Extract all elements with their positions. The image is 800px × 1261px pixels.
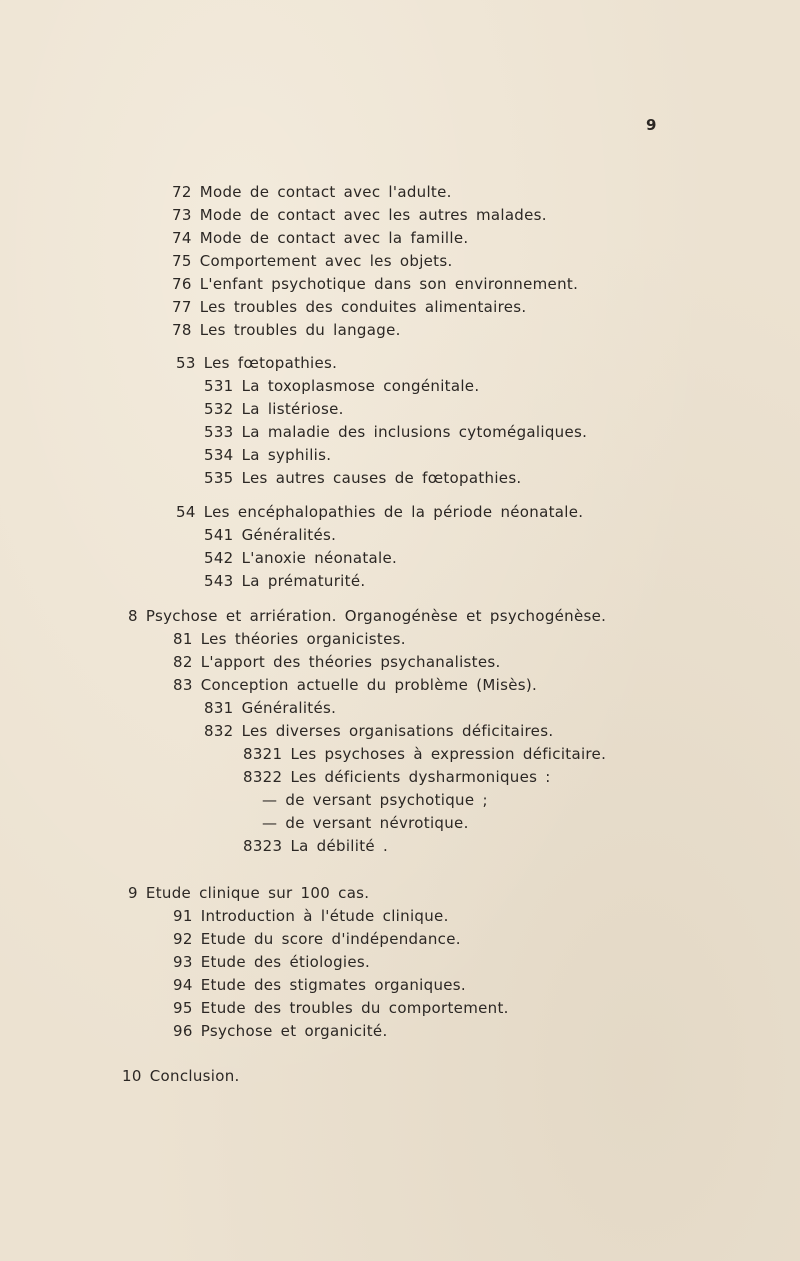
toc-dash: — [262,814,278,832]
toc-entry-542 [204,548,397,568]
toc-entry-8322 [243,767,551,787]
toc-number: 8323 [243,837,283,855]
toc-number: 92 [173,930,193,948]
toc-entry-532 [204,399,344,419]
toc-title: Les théories organicistes. [200,630,406,648]
toc-entry-8321 [243,744,606,764]
toc-number: 541 [204,526,234,544]
toc-entry-93 [173,952,370,972]
toc-entry-533 [204,422,587,442]
toc-dash: — [262,791,278,809]
toc-number: 74 [172,229,192,247]
toc-entry-541 [204,525,336,545]
toc-entry-78 [172,320,401,340]
toc-number: 8 [128,607,138,625]
toc-title: Les troubles du langage. [199,321,401,339]
toc-title: Etude clinique sur 100 cas. [145,884,370,902]
toc-entry-53 [176,353,337,373]
toc-number: 533 [204,423,234,441]
toc-number: 81 [173,630,193,648]
toc-title: Etude des stigmates organiques. [200,976,466,994]
toc-number: 534 [204,446,234,464]
toc-title: Généralités. [241,526,337,544]
toc-entry-73 [172,205,547,225]
toc-entry-96 [173,1021,388,1041]
toc-entry-72 [172,182,452,202]
toc-entry-95 [173,998,509,1018]
toc-number: 53 [176,354,196,372]
toc-number: 93 [173,953,193,971]
toc-entry-543 [204,571,365,591]
toc-title: Psychose et organicité. [200,1022,388,1040]
toc-title: Les psychoses à expression déficitaire. [290,745,607,763]
toc-number: 8322 [243,768,283,786]
toc-number: 96 [173,1022,193,1040]
toc-title: Mode de contact avec les autres malades. [199,206,547,224]
toc-entry-83 [173,675,537,695]
page-number: 9 [646,116,657,134]
toc-entry-534 [204,445,331,465]
toc-title: Les fœtopathies. [203,354,338,372]
toc-entry-10 [122,1066,240,1086]
toc-title: La prématurité. [241,572,366,590]
toc-title: Mode de contact avec la famille. [199,229,469,247]
toc-number: 91 [173,907,193,925]
toc-title: Etude du score d'indépendance. [200,930,461,948]
toc-number: 78 [172,321,192,339]
toc-entry-9 [128,883,369,903]
toc-title: L'enfant psychotique dans son environnement. [199,275,579,293]
toc-title: Les déficients dysharmoniques : [290,768,551,786]
toc-title: de versant névrotique. [285,814,469,832]
toc-number: 10 [122,1067,142,1085]
toc-entry-77 [172,297,527,317]
toc-entry-8 [128,606,606,626]
toc-title: Conclusion. [149,1067,240,1085]
toc-title: La débilité . [290,837,389,855]
toc-number: 72 [172,183,192,201]
toc-title: Etude des étiologies. [200,953,371,971]
toc-title: Psychose et arriération. Organogénèse et psychogénèse. [145,607,607,625]
toc-title: Généralités. [241,699,337,717]
toc-entry-82 [173,652,501,672]
toc-entry-91 [173,906,449,926]
toc-entry-76 [172,274,578,294]
toc-entry-74 [172,228,468,248]
toc-entry-75 [172,251,453,271]
toc-title: La listériose. [241,400,344,418]
toc-number: 531 [204,377,234,395]
toc-entry-535 [204,468,522,488]
toc-number: 8321 [243,745,283,763]
toc-title: La maladie des inclusions cytomégaliques. [241,423,588,441]
toc-entry-8323 [243,836,388,856]
toc-title: Les encéphalopathies de la période néonatale. [203,503,584,521]
toc-title: Mode de contact avec l'adulte. [199,183,452,201]
toc-title: Introduction à l'étude clinique. [200,907,449,925]
toc-title: La toxoplasmose congénitale. [241,377,480,395]
toc-title: Comportement avec les objets. [199,252,453,270]
toc-number: 9 [128,884,138,902]
toc-number: 94 [173,976,193,994]
toc-number: 83 [173,676,193,694]
toc-title: L'anoxie néonatale. [241,549,398,567]
toc-title: L'apport des théories psychanalistes. [200,653,501,671]
toc-title: Conception actuelle du problème (Misès). [200,676,538,694]
toc-entry-92 [173,929,461,949]
toc-number: 535 [204,469,234,487]
toc-entry-531 [204,376,479,396]
toc-number: 54 [176,503,196,521]
toc-number: 77 [172,298,192,316]
toc-number: 543 [204,572,234,590]
toc-title: de versant psychotique ; [285,791,488,809]
toc-title: Les diverses organisations déficitaires. [241,722,554,740]
toc-number: 532 [204,400,234,418]
toc-number: 76 [172,275,192,293]
toc-entry-94 [173,975,466,995]
toc-number: 73 [172,206,192,224]
toc-title: Etude des troubles du comportement. [200,999,509,1017]
toc-entry-54 [176,502,583,522]
toc-title: Les autres causes de fœtopathies. [241,469,522,487]
toc-title: La syphilis. [241,446,332,464]
toc-number: 831 [204,699,234,717]
toc-title: Les troubles des conduites alimentaires. [199,298,527,316]
toc-entry-832 [204,721,553,741]
toc-entry-dash-nevrotique [262,813,469,833]
toc-entry-831 [204,698,336,718]
toc-entry-dash-psychotique [262,790,488,810]
toc-number: 832 [204,722,234,740]
toc-entry-81 [173,629,406,649]
toc-number: 75 [172,252,192,270]
toc-number: 82 [173,653,193,671]
toc-number: 542 [204,549,234,567]
toc-number: 95 [173,999,193,1017]
